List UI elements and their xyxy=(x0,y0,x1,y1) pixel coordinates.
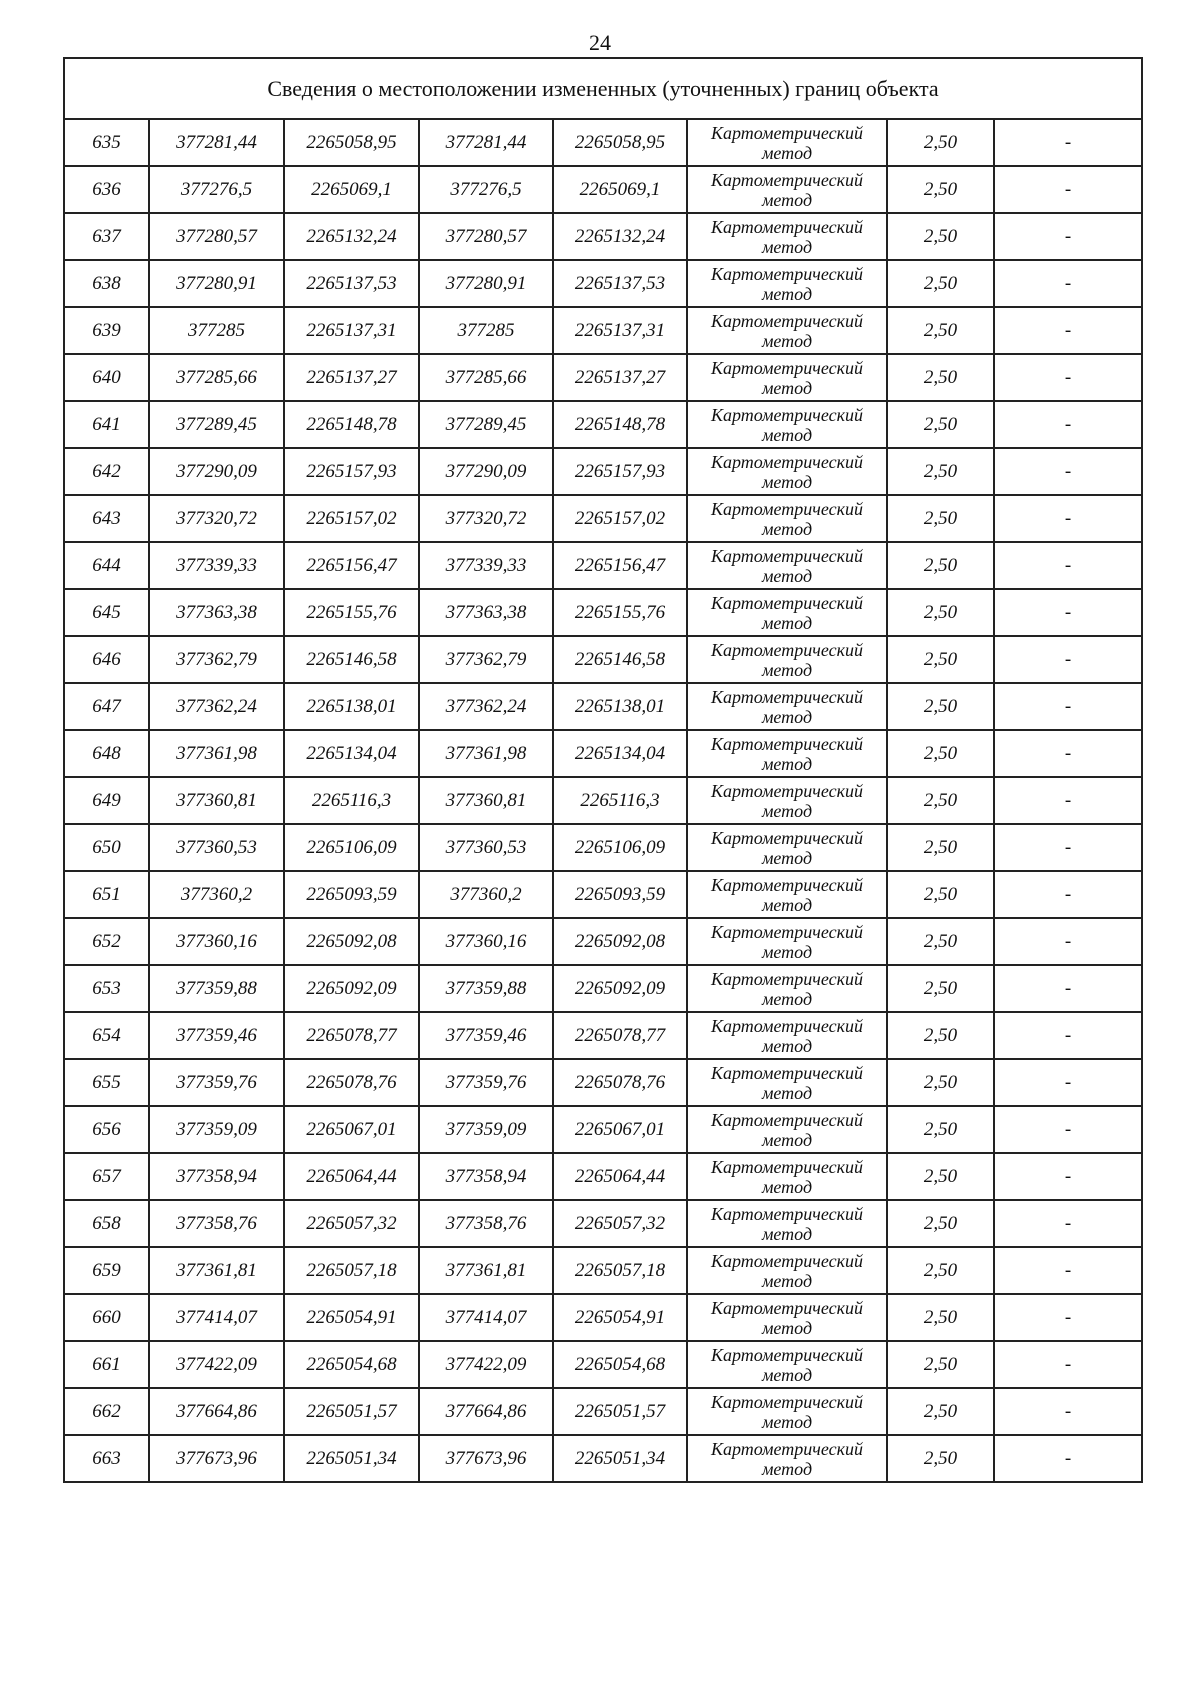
cell-x-new: 377358,94 xyxy=(419,1153,553,1200)
cell-x-new: 377361,81 xyxy=(419,1247,553,1294)
cell-x-old: 377281,44 xyxy=(149,119,284,166)
cell-y-new: 2265132,24 xyxy=(553,213,687,260)
cell-x-old: 377359,88 xyxy=(149,965,284,1012)
cell-point-number: 648 xyxy=(64,730,149,777)
cell-method: Картометрический метод xyxy=(687,683,887,730)
cell-point-number: 643 xyxy=(64,495,149,542)
cell-x-new: 377422,09 xyxy=(419,1341,553,1388)
cell-x-old: 377358,76 xyxy=(149,1200,284,1247)
cell-accuracy: 2,50 xyxy=(887,1341,994,1388)
cell-description: - xyxy=(994,965,1142,1012)
cell-x-new: 377414,07 xyxy=(419,1294,553,1341)
cell-y-old: 2265155,76 xyxy=(284,589,419,636)
cell-y-new: 2265064,44 xyxy=(553,1153,687,1200)
cell-y-old: 2265132,24 xyxy=(284,213,419,260)
cell-point-number: 657 xyxy=(64,1153,149,1200)
cell-description: - xyxy=(994,871,1142,918)
cell-y-old: 2265137,31 xyxy=(284,307,419,354)
table-row xyxy=(64,213,1142,260)
cell-point-number: 636 xyxy=(64,166,149,213)
cell-y-old: 2265054,91 xyxy=(284,1294,419,1341)
cell-point-number: 658 xyxy=(64,1200,149,1247)
table-row xyxy=(64,636,1142,683)
cell-point-number: 649 xyxy=(64,777,149,824)
cell-point-number: 642 xyxy=(64,448,149,495)
cell-y-new: 2265093,59 xyxy=(553,871,687,918)
cell-method: Картометрический метод xyxy=(687,213,887,260)
cell-description: - xyxy=(994,1012,1142,1059)
cell-description: - xyxy=(994,1388,1142,1435)
table-body xyxy=(64,119,1142,1482)
table-row xyxy=(64,1059,1142,1106)
cell-x-old: 377360,2 xyxy=(149,871,284,918)
table-row xyxy=(64,1341,1142,1388)
cell-method: Картометрический метод xyxy=(687,448,887,495)
cell-method: Картометрический метод xyxy=(687,1388,887,1435)
cell-x-old: 377361,81 xyxy=(149,1247,284,1294)
cell-y-new: 2265069,1 xyxy=(553,166,687,213)
cell-accuracy: 2,50 xyxy=(887,965,994,1012)
cell-x-new: 377673,96 xyxy=(419,1435,553,1482)
cell-description: - xyxy=(994,1247,1142,1294)
cell-point-number: 637 xyxy=(64,213,149,260)
cell-y-new: 2265155,76 xyxy=(553,589,687,636)
cell-point-number: 638 xyxy=(64,260,149,307)
cell-accuracy: 2,50 xyxy=(887,824,994,871)
cell-y-old: 2265106,09 xyxy=(284,824,419,871)
cell-method: Картометрический метод xyxy=(687,166,887,213)
cell-x-new: 377664,86 xyxy=(419,1388,553,1435)
cell-point-number: 656 xyxy=(64,1106,149,1153)
cell-point-number: 662 xyxy=(64,1388,149,1435)
cell-description: - xyxy=(994,260,1142,307)
cell-y-old: 2265156,47 xyxy=(284,542,419,589)
cell-method: Картометрический метод xyxy=(687,1247,887,1294)
cell-x-old: 377359,46 xyxy=(149,1012,284,1059)
cell-accuracy: 2,50 xyxy=(887,1388,994,1435)
cell-accuracy: 2,50 xyxy=(887,542,994,589)
cell-y-new: 2265051,34 xyxy=(553,1435,687,1482)
cell-x-old: 377320,72 xyxy=(149,495,284,542)
table-row xyxy=(64,1106,1142,1153)
table-row xyxy=(64,260,1142,307)
cell-y-new: 2265148,78 xyxy=(553,401,687,448)
cell-method: Картометрический метод xyxy=(687,730,887,777)
cell-point-number: 639 xyxy=(64,307,149,354)
cell-y-old: 2265157,02 xyxy=(284,495,419,542)
cell-point-number: 646 xyxy=(64,636,149,683)
cell-x-new: 377281,44 xyxy=(419,119,553,166)
cell-accuracy: 2,50 xyxy=(887,354,994,401)
cell-x-new: 377361,98 xyxy=(419,730,553,777)
table-row xyxy=(64,307,1142,354)
cell-point-number: 651 xyxy=(64,871,149,918)
cell-x-new: 377285 xyxy=(419,307,553,354)
cell-y-new: 2265156,47 xyxy=(553,542,687,589)
cell-point-number: 647 xyxy=(64,683,149,730)
cell-description: - xyxy=(994,1153,1142,1200)
cell-x-old: 377276,5 xyxy=(149,166,284,213)
cell-y-new: 2265137,31 xyxy=(553,307,687,354)
cell-x-old: 377422,09 xyxy=(149,1341,284,1388)
cell-method: Картометрический метод xyxy=(687,824,887,871)
cell-method: Картометрический метод xyxy=(687,119,887,166)
cell-method: Картометрический метод xyxy=(687,542,887,589)
cell-point-number: 644 xyxy=(64,542,149,589)
cell-accuracy: 2,50 xyxy=(887,1012,994,1059)
table-row xyxy=(64,1388,1142,1435)
cell-description: - xyxy=(994,166,1142,213)
cell-x-new: 377360,53 xyxy=(419,824,553,871)
cell-y-old: 2265069,1 xyxy=(284,166,419,213)
cell-x-new: 377363,38 xyxy=(419,589,553,636)
cell-x-old: 377360,81 xyxy=(149,777,284,824)
cell-x-new: 377276,5 xyxy=(419,166,553,213)
cell-accuracy: 2,50 xyxy=(887,307,994,354)
page-number: 24 xyxy=(589,30,611,55)
cell-y-new: 2265137,27 xyxy=(553,354,687,401)
cell-y-old: 2265137,53 xyxy=(284,260,419,307)
cell-description: - xyxy=(994,683,1142,730)
cell-y-old: 2265157,93 xyxy=(284,448,419,495)
cell-y-new: 2265092,08 xyxy=(553,918,687,965)
cell-description: - xyxy=(994,1200,1142,1247)
cell-x-old: 377285,66 xyxy=(149,354,284,401)
cell-description: - xyxy=(994,1341,1142,1388)
table-row xyxy=(64,166,1142,213)
cell-x-old: 377360,16 xyxy=(149,918,284,965)
cell-accuracy: 2,50 xyxy=(887,730,994,777)
cell-method: Картометрический метод xyxy=(687,871,887,918)
cell-accuracy: 2,50 xyxy=(887,119,994,166)
cell-method: Картометрический метод xyxy=(687,307,887,354)
table-title: Сведения о местоположении измененных (уточненных) границ объекта xyxy=(64,58,1142,119)
table-row xyxy=(64,683,1142,730)
cell-method: Картометрический метод xyxy=(687,1341,887,1388)
cell-y-new: 2265051,57 xyxy=(553,1388,687,1435)
cell-y-old: 2265138,01 xyxy=(284,683,419,730)
cell-accuracy: 2,50 xyxy=(887,777,994,824)
cell-y-new: 2265116,3 xyxy=(553,777,687,824)
cell-point-number: 659 xyxy=(64,1247,149,1294)
cell-y-old: 2265116,3 xyxy=(284,777,419,824)
cell-method: Картометрический метод xyxy=(687,1200,887,1247)
cell-method: Картометрический метод xyxy=(687,1153,887,1200)
cell-y-new: 2265134,04 xyxy=(553,730,687,777)
cell-y-new: 2265092,09 xyxy=(553,965,687,1012)
cell-x-new: 377360,81 xyxy=(419,777,553,824)
cell-accuracy: 2,50 xyxy=(887,918,994,965)
cell-description: - xyxy=(994,636,1142,683)
table-row xyxy=(64,824,1142,871)
cell-y-new: 2265067,01 xyxy=(553,1106,687,1153)
cell-x-new: 377280,91 xyxy=(419,260,553,307)
cell-description: - xyxy=(994,542,1142,589)
cell-point-number: 663 xyxy=(64,1435,149,1482)
table-row xyxy=(64,1200,1142,1247)
cell-y-new: 2265057,32 xyxy=(553,1200,687,1247)
cell-method: Картометрический метод xyxy=(687,1106,887,1153)
cell-x-new: 377290,09 xyxy=(419,448,553,495)
cell-accuracy: 2,50 xyxy=(887,213,994,260)
table-row xyxy=(64,871,1142,918)
cell-y-old: 2265078,76 xyxy=(284,1059,419,1106)
table-row xyxy=(64,1012,1142,1059)
cell-accuracy: 2,50 xyxy=(887,1106,994,1153)
cell-x-old: 377280,91 xyxy=(149,260,284,307)
cell-method: Картометрический метод xyxy=(687,1059,887,1106)
cell-y-old: 2265137,27 xyxy=(284,354,419,401)
cell-accuracy: 2,50 xyxy=(887,683,994,730)
cell-method: Картометрический метод xyxy=(687,589,887,636)
cell-y-old: 2265051,34 xyxy=(284,1435,419,1482)
cell-y-new: 2265057,18 xyxy=(553,1247,687,1294)
cell-y-new: 2265137,53 xyxy=(553,260,687,307)
cell-accuracy: 2,50 xyxy=(887,401,994,448)
cell-x-old: 377414,07 xyxy=(149,1294,284,1341)
cell-x-old: 377280,57 xyxy=(149,213,284,260)
cell-y-old: 2265067,01 xyxy=(284,1106,419,1153)
cell-x-old: 377363,38 xyxy=(149,589,284,636)
table-row xyxy=(64,1247,1142,1294)
cell-x-new: 377280,57 xyxy=(419,213,553,260)
cell-description: - xyxy=(994,589,1142,636)
cell-y-old: 2265146,58 xyxy=(284,636,419,683)
cell-point-number: 661 xyxy=(64,1341,149,1388)
table-row xyxy=(64,918,1142,965)
cell-y-old: 2265064,44 xyxy=(284,1153,419,1200)
cell-method: Картометрический метод xyxy=(687,777,887,824)
cell-description: - xyxy=(994,1106,1142,1153)
cell-accuracy: 2,50 xyxy=(887,448,994,495)
cell-description: - xyxy=(994,1294,1142,1341)
cell-y-old: 2265057,18 xyxy=(284,1247,419,1294)
cell-point-number: 640 xyxy=(64,354,149,401)
cell-point-number: 655 xyxy=(64,1059,149,1106)
cell-point-number: 653 xyxy=(64,965,149,1012)
cell-x-old: 377673,96 xyxy=(149,1435,284,1482)
cell-accuracy: 2,50 xyxy=(887,1294,994,1341)
cell-y-new: 2265078,77 xyxy=(553,1012,687,1059)
cell-method: Картометрический метод xyxy=(687,918,887,965)
cell-method: Картометрический метод xyxy=(687,354,887,401)
cell-x-new: 377285,66 xyxy=(419,354,553,401)
cell-y-old: 2265058,95 xyxy=(284,119,419,166)
cell-x-new: 377359,09 xyxy=(419,1106,553,1153)
cell-description: - xyxy=(994,354,1142,401)
cell-method: Картометрический метод xyxy=(687,1435,887,1482)
cell-y-new: 2265054,68 xyxy=(553,1341,687,1388)
cell-accuracy: 2,50 xyxy=(887,1200,994,1247)
cell-y-old: 2265134,04 xyxy=(284,730,419,777)
cell-x-old: 377362,79 xyxy=(149,636,284,683)
cell-x-old: 377290,09 xyxy=(149,448,284,495)
cell-accuracy: 2,50 xyxy=(887,871,994,918)
cell-method: Картометрический метод xyxy=(687,1012,887,1059)
cell-accuracy: 2,50 xyxy=(887,1435,994,1482)
table-title-row xyxy=(64,58,1142,119)
cell-method: Картометрический метод xyxy=(687,401,887,448)
cell-description: - xyxy=(994,918,1142,965)
cell-y-new: 2265058,95 xyxy=(553,119,687,166)
cell-accuracy: 2,50 xyxy=(887,1247,994,1294)
cell-accuracy: 2,50 xyxy=(887,636,994,683)
cell-description: - xyxy=(994,119,1142,166)
cell-point-number: 660 xyxy=(64,1294,149,1341)
cell-x-old: 377362,24 xyxy=(149,683,284,730)
cell-y-new: 2265078,76 xyxy=(553,1059,687,1106)
cell-x-new: 377358,76 xyxy=(419,1200,553,1247)
cell-x-new: 377362,24 xyxy=(419,683,553,730)
cell-x-old: 377360,53 xyxy=(149,824,284,871)
cell-x-new: 377289,45 xyxy=(419,401,553,448)
table-row xyxy=(64,1153,1142,1200)
cell-description: - xyxy=(994,495,1142,542)
cell-point-number: 650 xyxy=(64,824,149,871)
cell-accuracy: 2,50 xyxy=(887,1153,994,1200)
cell-x-new: 377362,79 xyxy=(419,636,553,683)
table-row xyxy=(64,1435,1142,1482)
cell-y-new: 2265106,09 xyxy=(553,824,687,871)
boundary-coordinates-table xyxy=(63,57,1143,1483)
cell-x-old: 377339,33 xyxy=(149,542,284,589)
cell-method: Картометрический метод xyxy=(687,495,887,542)
cell-x-new: 377339,33 xyxy=(419,542,553,589)
table-row xyxy=(64,730,1142,777)
cell-x-old: 377359,76 xyxy=(149,1059,284,1106)
cell-y-new: 2265157,93 xyxy=(553,448,687,495)
cell-description: - xyxy=(994,1059,1142,1106)
table-row xyxy=(64,542,1142,589)
cell-description: - xyxy=(994,213,1142,260)
cell-y-old: 2265148,78 xyxy=(284,401,419,448)
table-row xyxy=(64,495,1142,542)
cell-method: Картометрический метод xyxy=(687,260,887,307)
cell-y-old: 2265078,77 xyxy=(284,1012,419,1059)
cell-x-new: 377360,16 xyxy=(419,918,553,965)
table-row xyxy=(64,119,1142,166)
cell-point-number: 635 xyxy=(64,119,149,166)
cell-y-old: 2265051,57 xyxy=(284,1388,419,1435)
cell-method: Картометрический метод xyxy=(687,965,887,1012)
table-row xyxy=(64,965,1142,1012)
cell-description: - xyxy=(994,1435,1142,1482)
cell-accuracy: 2,50 xyxy=(887,166,994,213)
cell-x-new: 377360,2 xyxy=(419,871,553,918)
table-row xyxy=(64,401,1142,448)
cell-method: Картометрический метод xyxy=(687,636,887,683)
cell-accuracy: 2,50 xyxy=(887,1059,994,1106)
table-row xyxy=(64,589,1142,636)
cell-x-old: 377285 xyxy=(149,307,284,354)
cell-y-new: 2265157,02 xyxy=(553,495,687,542)
cell-y-old: 2265057,32 xyxy=(284,1200,419,1247)
cell-y-new: 2265054,91 xyxy=(553,1294,687,1341)
cell-x-old: 377361,98 xyxy=(149,730,284,777)
cell-description: - xyxy=(994,307,1142,354)
cell-point-number: 641 xyxy=(64,401,149,448)
table-row xyxy=(64,777,1142,824)
table-row xyxy=(64,1294,1142,1341)
cell-y-old: 2265092,09 xyxy=(284,965,419,1012)
cell-x-new: 377359,88 xyxy=(419,965,553,1012)
cell-x-old: 377664,86 xyxy=(149,1388,284,1435)
cell-method: Картометрический метод xyxy=(687,1294,887,1341)
cell-y-new: 2265138,01 xyxy=(553,683,687,730)
cell-accuracy: 2,50 xyxy=(887,495,994,542)
cell-point-number: 652 xyxy=(64,918,149,965)
cell-description: - xyxy=(994,730,1142,777)
cell-description: - xyxy=(994,824,1142,871)
cell-description: - xyxy=(994,777,1142,824)
cell-accuracy: 2,50 xyxy=(887,589,994,636)
cell-y-old: 2265054,68 xyxy=(284,1341,419,1388)
cell-x-new: 377320,72 xyxy=(419,495,553,542)
cell-x-old: 377289,45 xyxy=(149,401,284,448)
cell-description: - xyxy=(994,448,1142,495)
cell-y-new: 2265146,58 xyxy=(553,636,687,683)
cell-y-old: 2265093,59 xyxy=(284,871,419,918)
cell-point-number: 645 xyxy=(64,589,149,636)
cell-x-old: 377359,09 xyxy=(149,1106,284,1153)
cell-x-new: 377359,76 xyxy=(419,1059,553,1106)
cell-x-old: 377358,94 xyxy=(149,1153,284,1200)
cell-description: - xyxy=(994,401,1142,448)
cell-accuracy: 2,50 xyxy=(887,260,994,307)
cell-y-old: 2265092,08 xyxy=(284,918,419,965)
table-row xyxy=(64,448,1142,495)
cell-x-new: 377359,46 xyxy=(419,1012,553,1059)
cell-point-number: 654 xyxy=(64,1012,149,1059)
table-row xyxy=(64,354,1142,401)
